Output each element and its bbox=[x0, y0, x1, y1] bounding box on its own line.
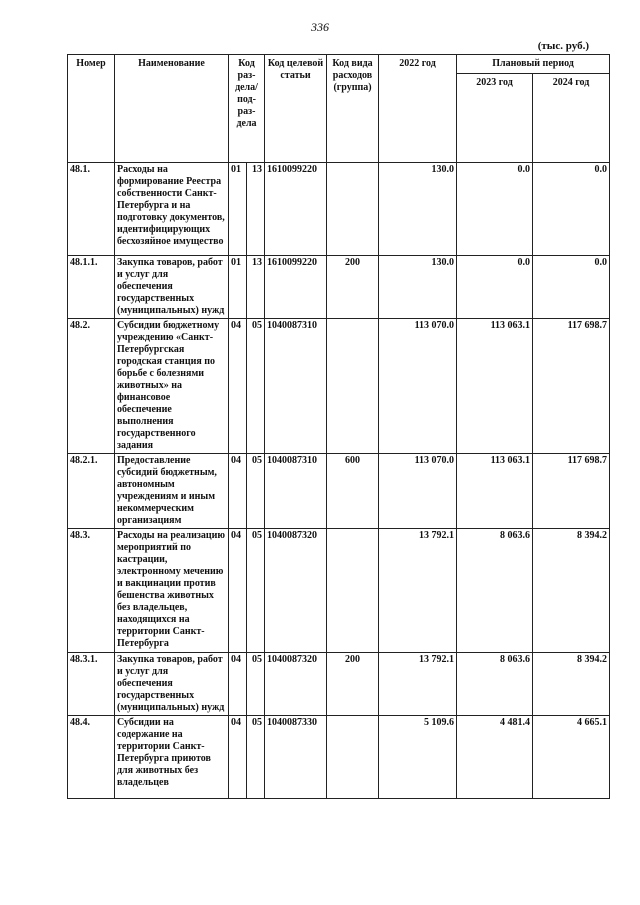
row-value-2024: 117 698.7 bbox=[533, 319, 610, 454]
header-year-2024: 2024 год bbox=[533, 74, 610, 163]
budget-table bbox=[67, 54, 610, 799]
row-number: 48.4. bbox=[68, 716, 115, 799]
header-section-code: Код раз-дела/ под-раз-дела bbox=[229, 55, 265, 163]
row-number: 48.3. bbox=[68, 529, 115, 653]
row-value-2024: 8 394.2 bbox=[533, 529, 610, 653]
header-name: Наименование bbox=[115, 55, 229, 163]
table-row bbox=[68, 454, 610, 529]
row-number: 48.1. bbox=[68, 163, 115, 256]
row-expense-type: 200 bbox=[327, 256, 379, 319]
header-year-2022: 2022 год bbox=[379, 55, 457, 163]
row-subsection: 05 bbox=[247, 529, 265, 653]
row-target-code: 1040087310 bbox=[265, 454, 327, 529]
table-row bbox=[68, 319, 610, 454]
row-target-code: 1040087310 bbox=[265, 319, 327, 454]
row-subsection: 05 bbox=[247, 716, 265, 799]
row-section: 04 bbox=[229, 319, 247, 454]
table-row bbox=[68, 256, 610, 319]
row-value-2023: 8 063.6 bbox=[457, 653, 533, 716]
row-value-2022: 113 070.0 bbox=[379, 319, 457, 454]
row-expense-type: 600 bbox=[327, 454, 379, 529]
table-header bbox=[68, 55, 610, 163]
row-target-code: 1040087320 bbox=[265, 529, 327, 653]
row-expense-type: 200 bbox=[327, 653, 379, 716]
row-value-2022: 130.0 bbox=[379, 163, 457, 256]
row-target-code: 1610099220 bbox=[265, 256, 327, 319]
row-section: 01 bbox=[229, 256, 247, 319]
header-target-code: Код целевой статьи bbox=[265, 55, 327, 163]
row-section: 04 bbox=[229, 454, 247, 529]
header-number: Номер bbox=[68, 55, 115, 163]
row-subsection: 13 bbox=[247, 256, 265, 319]
row-name: Расходы на реализацию мероприятий по кастрации, электронному мечению и вакцинации против бешенства животных без владельцев, находящихся на территории Санкт-Петербурга bbox=[115, 529, 229, 653]
row-expense-type bbox=[327, 529, 379, 653]
row-subsection: 13 bbox=[247, 163, 265, 256]
row-value-2022: 5 109.6 bbox=[379, 716, 457, 799]
row-expense-type bbox=[327, 319, 379, 454]
row-subsection: 05 bbox=[247, 319, 265, 454]
row-number: 48.1.1. bbox=[68, 256, 115, 319]
row-number: 48.2. bbox=[68, 319, 115, 454]
row-value-2022: 130.0 bbox=[379, 256, 457, 319]
header-year-2023: 2023 год bbox=[457, 74, 533, 163]
row-value-2023: 0.0 bbox=[457, 256, 533, 319]
row-target-code: 1040087320 bbox=[265, 653, 327, 716]
row-target-code: 1040087330 bbox=[265, 716, 327, 799]
row-section: 04 bbox=[229, 653, 247, 716]
table-row bbox=[68, 653, 610, 716]
row-value-2024: 8 394.2 bbox=[533, 653, 610, 716]
row-target-code: 1610099220 bbox=[265, 163, 327, 256]
table-row bbox=[68, 716, 610, 799]
row-subsection: 05 bbox=[247, 454, 265, 529]
row-expense-type bbox=[327, 163, 379, 256]
row-number: 48.2.1. bbox=[68, 454, 115, 529]
row-section: 01 bbox=[229, 163, 247, 256]
row-section: 04 bbox=[229, 716, 247, 799]
row-value-2024: 4 665.1 bbox=[533, 716, 610, 799]
row-value-2024: 117 698.7 bbox=[533, 454, 610, 529]
row-value-2024: 0.0 bbox=[533, 163, 610, 256]
row-value-2023: 113 063.1 bbox=[457, 454, 533, 529]
page-number: 336 bbox=[311, 20, 329, 34]
row-name: Закупка товаров, работ и услуг для обеспечения государственных (муниципальных) нужд bbox=[115, 256, 229, 319]
row-section: 04 bbox=[229, 529, 247, 653]
row-name: Предоставление субсидий бюджетным, автономным учреждениям и иным некоммерческим организациям bbox=[115, 454, 229, 529]
row-value-2024: 0.0 bbox=[533, 256, 610, 319]
row-subsection: 05 bbox=[247, 653, 265, 716]
header-plan-period: Плановый период bbox=[457, 55, 610, 74]
row-name: Закупка товаров, работ и услуг для обеспечения государственных (муниципальных) нужд bbox=[115, 653, 229, 716]
table-body bbox=[68, 163, 610, 799]
header-expense-type-code: Код вида расходов (группа) bbox=[327, 55, 379, 163]
row-name: Расходы на формирование Реестра собственности Санкт-Петербурга и на подготовку документов, идентифицирующих бесхозяйное имущество bbox=[115, 163, 229, 256]
table-row bbox=[68, 529, 610, 653]
row-value-2023: 113 063.1 bbox=[457, 319, 533, 454]
units-label: (тыс. руб.) bbox=[537, 40, 589, 52]
row-value-2022: 13 792.1 bbox=[379, 529, 457, 653]
row-number: 48.3.1. bbox=[68, 653, 115, 716]
row-value-2023: 0.0 bbox=[457, 163, 533, 256]
row-value-2022: 13 792.1 bbox=[379, 653, 457, 716]
row-expense-type bbox=[327, 716, 379, 799]
row-name: Субсидии на содержание на территории Санкт-Петербурга приютов для животных без владельцев bbox=[115, 716, 229, 799]
row-value-2023: 8 063.6 bbox=[457, 529, 533, 653]
table-row bbox=[68, 163, 610, 256]
row-name: Субсидии бюджетному учреждению «Санкт-Петербургская городская станция по борьбе с болезнями животных» на финансовое обеспечение выполнения государственного задания bbox=[115, 319, 229, 454]
row-value-2023: 4 481.4 bbox=[457, 716, 533, 799]
row-value-2022: 113 070.0 bbox=[379, 454, 457, 529]
